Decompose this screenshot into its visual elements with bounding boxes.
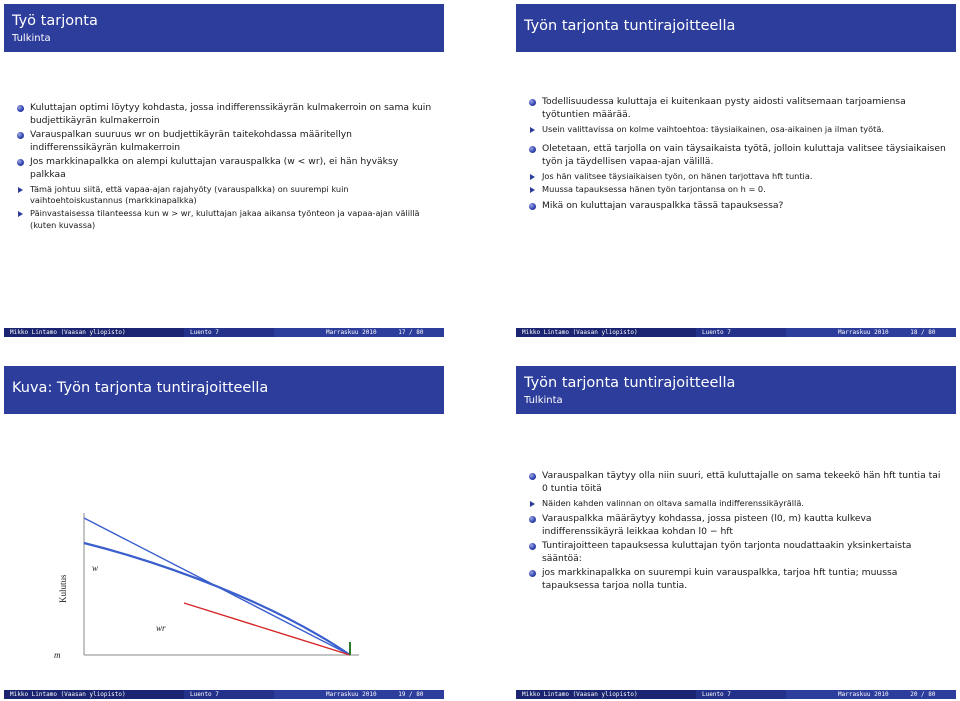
footer-date-page (786, 328, 956, 337)
footer-date: Marraskuu 2010 (326, 691, 377, 698)
slide-17 (4, 4, 444, 337)
slide-title: Työn tarjonta tuntirajoitteella (524, 18, 736, 34)
sub-bullet: Usein valittavissa on kolme vaihtoehtoa: täysiaikainen, osa-aikainen ja ilman työtä. (528, 124, 948, 135)
footer-page: 17 / 80 (398, 329, 424, 336)
slide-footer (516, 328, 956, 337)
slide-20 (516, 366, 956, 699)
bullet: Tuntirajoitteen tapauksessa kuluttajan työn tarjonta noudattaakin yksinkertaista sääntöä: (528, 540, 948, 565)
bullet: Kuluttajan optimi löytyy kohdasta, jossa indifferenssikäyrän kulmakerroin on sama kuin budjettikäyrän kulmakerroin (16, 102, 436, 127)
slide-header (4, 366, 444, 414)
footer-page: 18 / 80 (910, 329, 936, 336)
y0-label: m (54, 650, 61, 660)
slide-18 (516, 4, 956, 337)
footer-author: Mikko Lintamo (Vaasan yliopisto) (516, 328, 696, 337)
y-axis-label: Kulutus (58, 574, 68, 603)
reservation-wage-line (184, 603, 350, 655)
footer-author: Mikko Lintamo (Vaasan yliopisto) (4, 328, 184, 337)
footer-author: Mikko Lintamo (Vaasan yliopisto) (516, 690, 696, 699)
slide-body (528, 96, 948, 214)
bullet: Jos markkinapalkka on alempi kuluttajan varauspalkka (w < wr), ei hän hyväksy palkkaa (16, 156, 436, 181)
footer-lecture: Luento 7 (696, 328, 786, 337)
slide-footer (4, 328, 444, 337)
bullet: Varauspalkan täytyy olla niin suuri, että kuluttajalle on sama tekeekö hän hft tuntia tai 0 tuntia töitä (528, 470, 948, 495)
slide-subtitle: Tulkinta (524, 395, 563, 406)
market-wage-line (84, 518, 350, 655)
indifference-curve (84, 543, 350, 655)
footer-lecture: Luento 7 (696, 690, 786, 699)
footer-author: Mikko Lintamo (Vaasan yliopisto) (4, 690, 184, 699)
bullet: Varauspalkka määräytyy kohdassa, jossa pisteen (l0, m) kautta kulkeva indifferenssikäyrä leikkaa kohdan l0 − hft (528, 513, 948, 538)
sub-bullet: Jos hän valitsee täysiaikaisen työn, on hänen tarjottava hft tuntia. (528, 171, 948, 182)
line-label-w: w (92, 563, 99, 573)
bullet: Todellisuudessa kuluttaja ei kuitenkaan pysty aidosti valitsemaan tarjoamiensa työtuntien määrää. (528, 96, 948, 121)
footer-date: Marraskuu 2010 (838, 691, 889, 698)
slide-title: Kuva: Työn tarjonta tuntirajoitteella (12, 380, 269, 396)
line-label-wr: wr (156, 623, 166, 633)
sub-bullet: Päinvastaisessa tilanteessa kun w > wr, kuluttajan jakaa aikansa työnteon ja vapaa-ajan välillä (kuten kuvassa) (16, 208, 436, 230)
slide-header (516, 366, 956, 414)
footer-lecture: Luento 7 (184, 328, 274, 337)
sub-bullet: Tämä johtuu siitä, että vapaa-ajan rajahyöty (varauspalkka) on suurempi kuin vaihtoehtoiskustannus (markkinapalkka) (16, 184, 436, 206)
bullet: Varauspalkan suuruus wr on budjettikäyrän taitekohdassa määritellyn indifferenssikäyrän kulmakerroin (16, 129, 436, 154)
slide-19 (4, 366, 444, 699)
slide-body (528, 470, 948, 594)
bullet: jos markkinapalkka on suurempi kuin varauspalkka, tarjoa hft tuntia; muussa tapauksessa tarjoa nolla tuntia. (528, 567, 948, 592)
footer-date-page (786, 690, 956, 699)
slide-header (4, 4, 444, 52)
footer-date-page (274, 328, 444, 337)
footer-lecture: Luento 7 (184, 690, 274, 699)
footer-page: 19 / 80 (398, 691, 424, 698)
slide-footer (516, 690, 956, 699)
labor-supply-figure (4, 418, 444, 673)
slide-header (516, 4, 956, 52)
footer-date: Marraskuu 2010 (326, 329, 377, 336)
slide-body (16, 102, 436, 235)
footer-date: Marraskuu 2010 (838, 329, 889, 336)
slide-footer (4, 690, 444, 699)
footer-page: 20 / 80 (910, 691, 936, 698)
sub-bullet: Muussa tapauksessa hänen työn tarjontansa on h = 0. (528, 184, 948, 195)
sub-bullet: Näiden kahden valinnan on oltava samalla indifferenssikäyrällä. (528, 498, 948, 509)
bullet: Oletetaan, että tarjolla on vain täysaikaista työtä, jolloin kuluttaja valitsee täysiaikaisen työn ja täydellisen vapaa-ajan välillä. (528, 143, 948, 168)
bullet: Mikä on kuluttajan varauspalkka tässä tapauksessa? (528, 200, 948, 213)
footer-date-page (274, 690, 444, 699)
slide-subtitle: Tulkinta (12, 33, 51, 44)
slide-title: Työn tarjonta tuntirajoitteella (524, 375, 736, 391)
slide-title: Työ tarjonta (12, 13, 98, 29)
